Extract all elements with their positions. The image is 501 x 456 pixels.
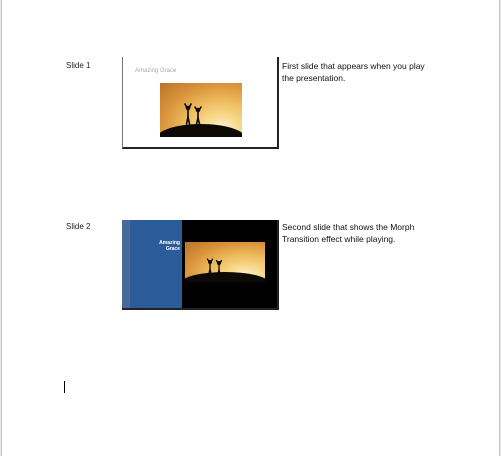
slide-1-description: First slide that appears when you play the presentation. xyxy=(282,61,425,83)
sunset-photo xyxy=(160,83,242,137)
slide-1-thumb-title: Amazing Grace xyxy=(135,68,177,74)
slide-1-label: Slide 1 xyxy=(66,61,91,70)
slide-2-label: Slide 2 xyxy=(66,222,91,231)
people-silhouette-icon xyxy=(160,83,242,137)
slide-2-thumbnail[interactable] xyxy=(122,220,279,310)
slide-2-stripe xyxy=(122,220,130,308)
slide-2-description: Second slide that shows the Morph Transition effect while playing. xyxy=(282,222,415,244)
text-cursor[interactable] xyxy=(64,381,65,393)
document-page xyxy=(1,0,500,456)
slide-1-thumbnail[interactable] xyxy=(122,57,279,149)
slide-2-thumb-title: Amazing Grace xyxy=(159,240,180,252)
slide-2-title-band xyxy=(130,220,182,308)
people-silhouette-icon xyxy=(185,242,265,282)
sunset-photo xyxy=(185,242,265,282)
